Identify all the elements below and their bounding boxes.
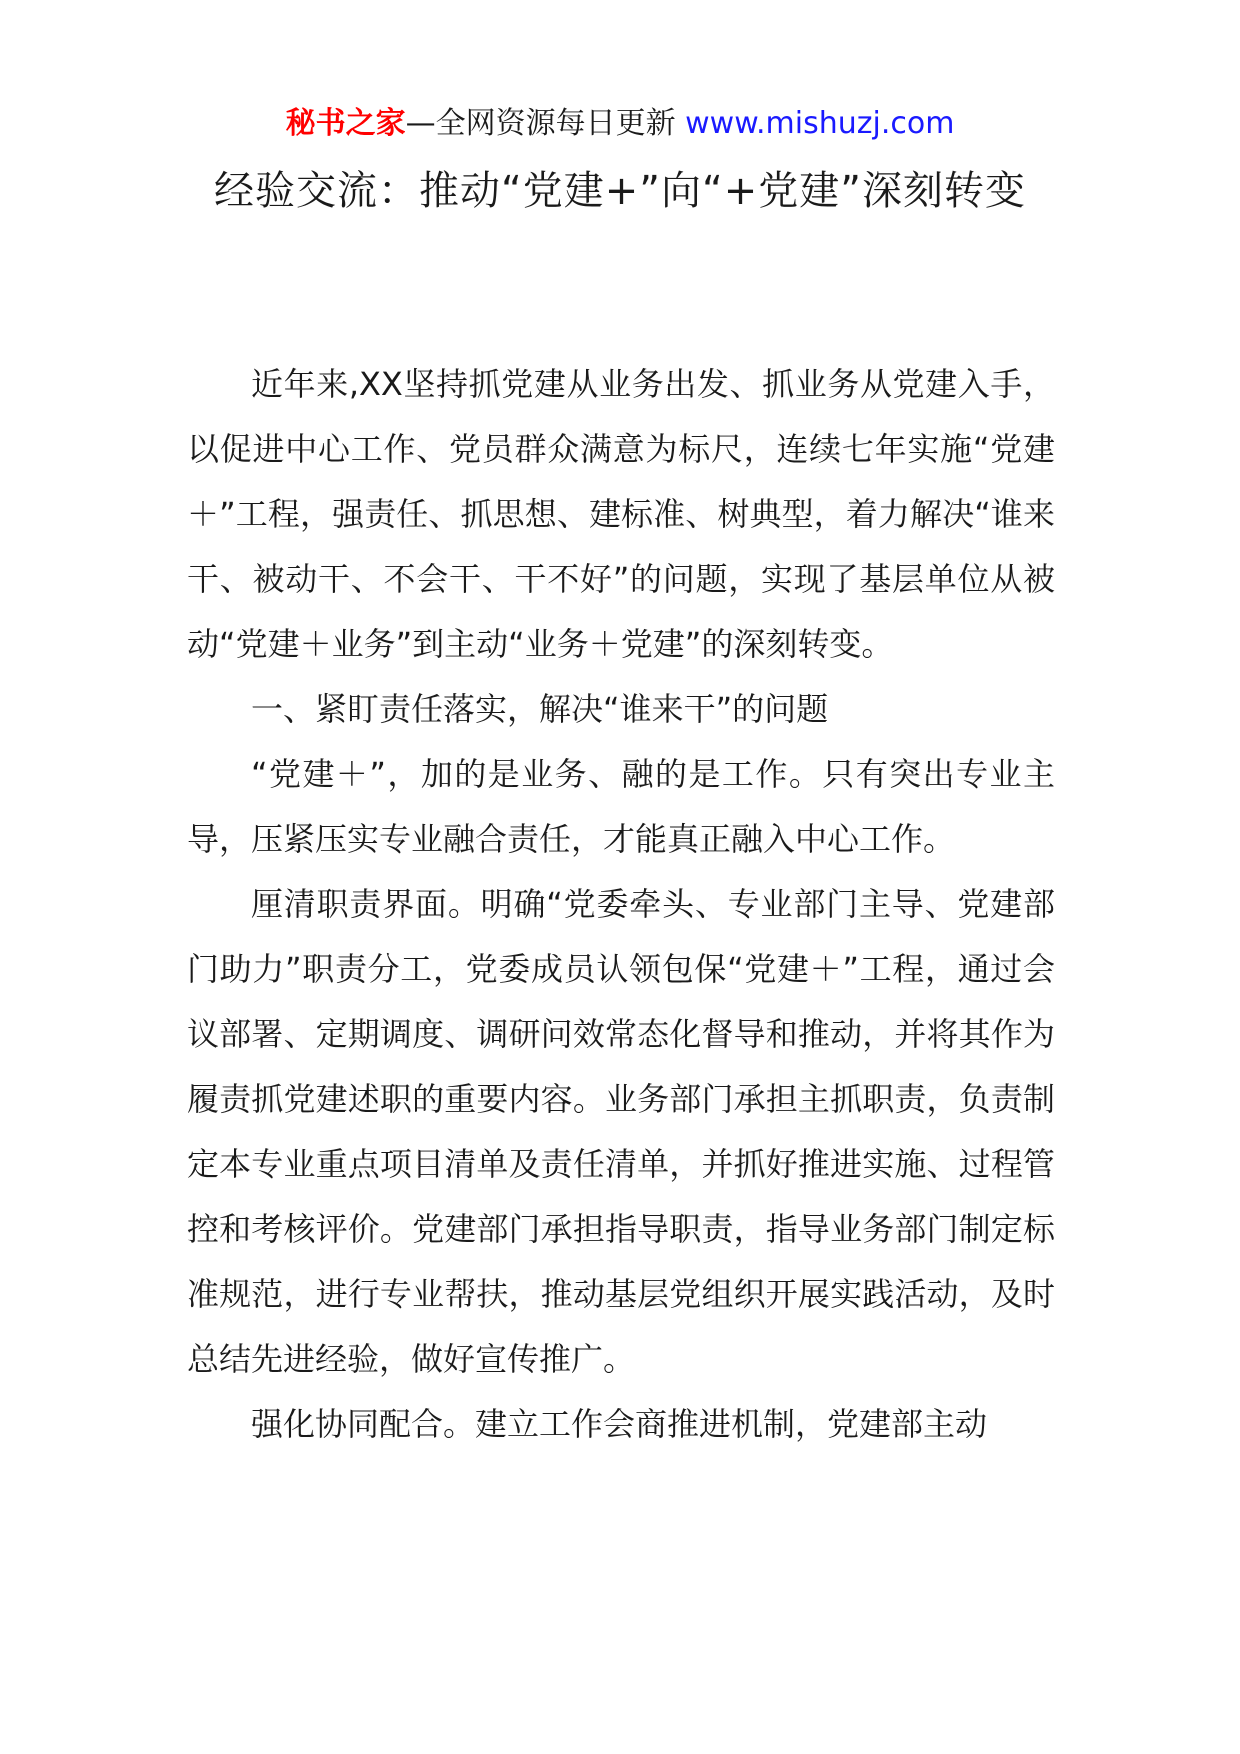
document-title: 经验交流：推动“党建+”向“+党建”深刻转变	[214, 168, 1026, 214]
section-1-paragraph-3: 强化协同配合。建立工作会商推进机制，党建部主动	[251, 1405, 988, 1443]
header-tagline: —全网资源每日更新	[405, 106, 686, 141]
document-body	[187, 352, 1055, 1457]
site-url-link[interactable]: www.mishuzj.com	[685, 106, 955, 141]
site-header	[0, 100, 1240, 148]
brand-name: 秘书之家	[285, 106, 406, 141]
section-heading-1: 一、紧盯责任落实，解决“谁来干”的问题	[251, 690, 829, 728]
section-1-paragraph-2: 厘清职责界面。明确“党委牵头、专业部门主导、党建部门助力”职责分工，党委成员认领包保“党建＋”工程，通过会议部署、定期调度、调研问效常态化督导和推动，并将其作为履责抓党建述职的重要内容。业务部门承担主抓职责，负责制定本专业重点项目清单及责任清单，并抓好推进实施、过程管控和考核评价。党建部门承担指导职责，指导业务部门制定标准规范，进行专业帮扶，推动基层党组织开展实践活动，及时总结先进经验，做好宣传推广。	[187, 885, 1055, 1378]
intro-paragraph: 近年来,XX坚持抓党建从业务出发、抓业务从党建入手，以促进中心工作、党员群众满意为标尺，连续七年实施“党建＋”工程，强责任、抓思想、建标准、树典型，着力解决“谁来干、被动干、不会干、干不好”的问题，实现了基层单位从被动“党建＋业务”到主动“业务＋党建”的深刻转变。	[187, 365, 1055, 663]
section-1-paragraph-1: “党建＋”，加的是业务、融的是工作。只有突出专业主导，压紧压实专业融合责任，才能真正融入中心工作。	[187, 755, 1055, 858]
